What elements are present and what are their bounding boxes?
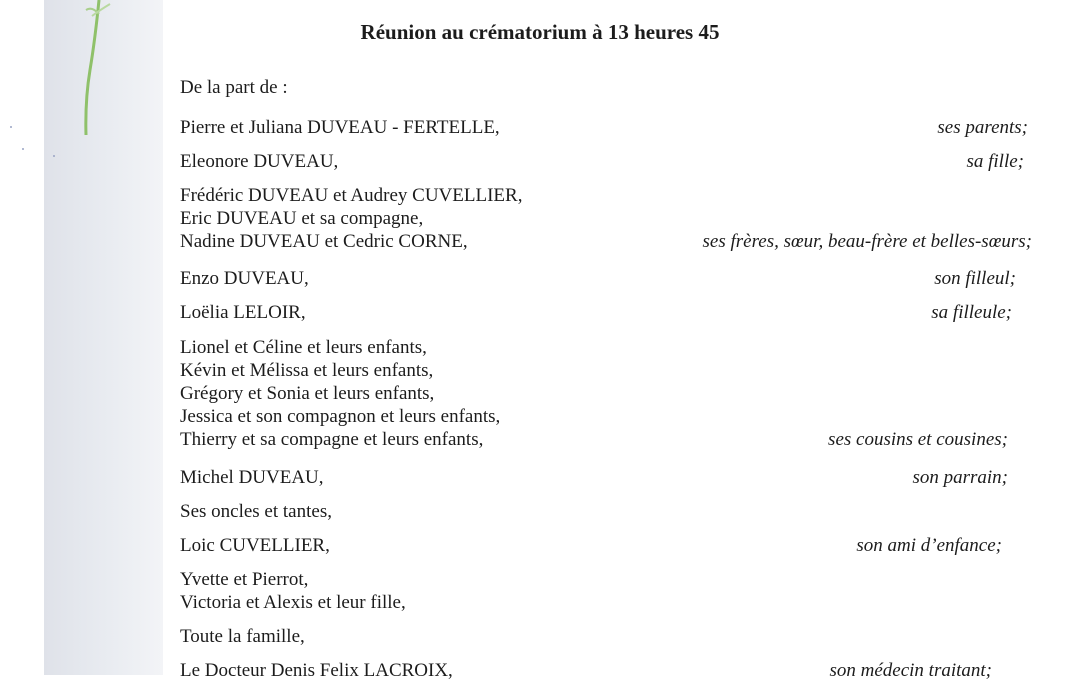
relation-text: son médecin traitant; xyxy=(829,660,992,681)
family-entry xyxy=(180,466,1040,489)
name-line: Victoria et Alexis et leur fille, xyxy=(180,592,406,613)
name-line: Loic CUVELLIER, xyxy=(180,535,330,556)
name-line: Loëlia LELOIR, xyxy=(180,302,306,323)
family-entry xyxy=(180,659,1040,682)
family-entry xyxy=(180,116,1040,139)
relation-text: sa filleule; xyxy=(931,302,1012,323)
name-line: Eric DUVEAU et sa compagne, xyxy=(180,208,424,229)
name-line: Ses oncles et tantes, xyxy=(180,501,332,522)
name-line: Kévin et Mélissa et leurs enfants, xyxy=(180,360,434,381)
family-entry xyxy=(180,534,1040,557)
family-entry xyxy=(180,267,1040,290)
relation-text: ses frères, sœur, beau-frère et belles-sœurs; xyxy=(702,231,1032,252)
name-line: Toute la famille, xyxy=(180,626,305,647)
family-entry xyxy=(180,500,1040,523)
name-line: Grégory et Sonia et leurs enfants, xyxy=(180,383,435,404)
relation-text: sa fille; xyxy=(966,151,1024,172)
scan-speck xyxy=(22,148,24,150)
family-entry xyxy=(180,625,1040,648)
name-line: Yvette et Pierrot, xyxy=(180,569,309,590)
name-line: Nadine DUVEAU et Cedric CORNE, xyxy=(180,231,468,252)
family-entry xyxy=(180,568,1040,614)
relation-text: son filleul; xyxy=(934,268,1016,289)
relation-text: son parrain; xyxy=(912,467,1008,488)
page-title: Réunion au crématorium à 13 heures 45 xyxy=(360,20,720,44)
name-line: Pierre et Juliana DUVEAU - FERTELLE, xyxy=(180,117,500,138)
intro-text: De la part de : xyxy=(180,77,288,98)
name-line: Enzo DUVEAU, xyxy=(180,268,309,289)
flower-stem-image xyxy=(66,0,116,160)
scan-speck xyxy=(10,126,12,128)
scan-speck xyxy=(53,155,55,157)
name-line: Michel DUVEAU, xyxy=(180,467,324,488)
family-list xyxy=(180,0,1040,681)
relation-text: son ami d’enfance; xyxy=(856,535,1002,556)
relation-text: ses parents; xyxy=(937,117,1028,138)
family-entry xyxy=(180,150,1040,173)
relation-text: ses cousins et cousines; xyxy=(828,429,1008,450)
family-entry xyxy=(180,301,1040,324)
name-line: Thierry et sa compagne et leurs enfants, xyxy=(180,429,484,450)
family-entry xyxy=(180,336,1040,451)
name-line: Lionel et Céline et leurs enfants, xyxy=(180,337,427,358)
name-line: Eleonore DUVEAU, xyxy=(180,151,339,172)
name-line: Jessica et son compagnon et leurs enfants, xyxy=(180,406,501,427)
name-line: Le Docteur Denis Felix LACROIX, xyxy=(180,660,453,681)
family-entry xyxy=(180,184,1040,253)
name-line: Frédéric DUVEAU et Audrey CUVELLIER, xyxy=(180,185,523,206)
